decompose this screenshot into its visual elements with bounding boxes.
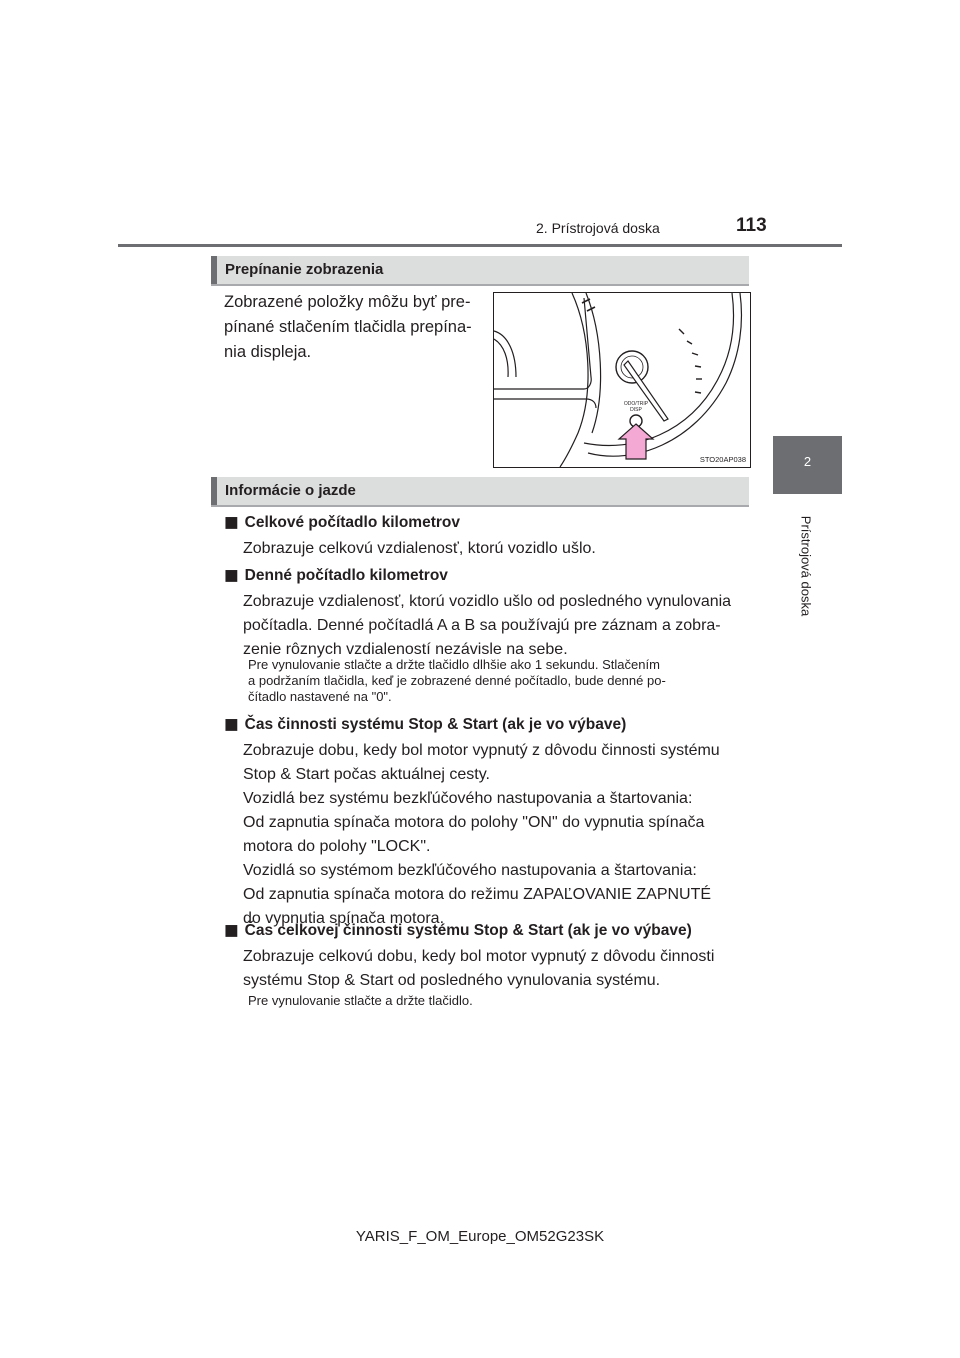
odo-trip-label: ODO/TRIP [623, 401, 649, 407]
body-line: Od zapnutia spínača motora do polohy "ON" do vypnutia spínača [243, 814, 705, 831]
body-line: Od zapnutia spínača motora do režimu ZAPAĽOVANIE ZAPNUTÉ [243, 886, 712, 903]
body-line: Stop & Start počas aktuálnej cesty. [243, 766, 490, 783]
bullet-square-icon: ■ [224, 715, 239, 733]
disp-label: DISP [630, 407, 642, 413]
note-line: Pre vynulovanie stlačte a držte tlačidlo. [248, 993, 473, 1008]
item-body [243, 537, 743, 561]
intro-line: pínané stlačením tlačidla prepína- [224, 318, 472, 336]
body-line: Zobrazuje dobu, kedy bol motor vypnutý z dôvodu činnosti systému [243, 742, 720, 759]
body-line: do vypnutia spínača motora. [243, 910, 445, 927]
chapter-tab [773, 436, 842, 494]
intro-line: Zobrazené položky môžu byť pre- [224, 293, 471, 311]
body-line: motora do polohy "LOCK". [243, 838, 431, 855]
pointer-arrow-icon [619, 424, 653, 459]
item-heading-total-stop-start-time [224, 921, 692, 940]
note-line: čítadlo nastavené na "0". [248, 689, 392, 704]
chapter-label: Prístrojová doska [798, 515, 814, 617]
tick-marks [679, 329, 702, 393]
section-heading-display-switching [211, 256, 749, 286]
instrument-cluster-illustration [494, 293, 750, 467]
item-note [248, 993, 743, 1009]
item-heading-total-odometer [224, 513, 460, 532]
section-marker [211, 477, 217, 505]
item-heading-text: Denné počítadlo kilometrov [244, 567, 448, 584]
intro-line: nia displeja. [224, 343, 312, 361]
bullet-square-icon: ■ [224, 921, 239, 939]
item-heading-text: Čas činnosti systému Stop & Start (ak je vo výbave) [244, 716, 627, 733]
header-section-title: 2. Prístrojová doska [536, 220, 660, 236]
item-heading-stop-start-time [224, 715, 626, 734]
section-title: Prepínanie zobrazenia [225, 261, 384, 278]
item-note [248, 657, 743, 705]
body-line: systému Stop & Start od posledného vynulovania systému. [243, 972, 661, 989]
item-heading-text: Čas celkovej činnosti systému Stop & Start (ak je vo výbave) [244, 922, 692, 939]
body-line: Zobrazuje celkovú vzdialenosť, ktorú vozidlo ušlo. [243, 540, 596, 557]
body-line: počítadla. Denné počítadlá A a B sa používajú pre záznam a zobra- [243, 617, 721, 634]
body-line: Zobrazuje vzdialenosť, ktorú vozidlo ušlo od posledného vynulovania [243, 593, 732, 610]
bullet-square-icon: ■ [224, 513, 239, 531]
center-gauge-rim [560, 293, 588, 467]
intro-paragraph [224, 290, 476, 365]
item-heading-text: Celkové počítadlo kilometrov [244, 514, 460, 531]
note-line: Pre vynulovanie stlačte a držte tlačidlo dlhšie ako 1 sekundu. Stlačením [248, 657, 660, 672]
item-body [243, 945, 743, 993]
body-line: Zobrazuje celkovú dobu, kedy bol motor vypnutý z dôvodu činnosti [243, 948, 715, 965]
section-heading-trip-information [211, 477, 749, 507]
figure-code: STO20AP038 [699, 455, 746, 464]
section-marker [211, 256, 217, 284]
item-body [243, 739, 743, 931]
header-rule [118, 244, 842, 247]
body-line: Vozidlá so systémom bezkľúčového nastupovania a štartovania: [243, 862, 697, 879]
right-gauge-rim [588, 293, 741, 456]
item-body [243, 590, 743, 662]
item-heading-trip-meter [224, 566, 448, 585]
footer-document-id: YARIS_F_OM_Europe_OM52G23SK [355, 1228, 605, 1245]
section-title: Informácie o jazde [225, 482, 356, 499]
chapter-number: 2 [803, 454, 812, 469]
page-number: 113 [736, 215, 767, 236]
body-line: Vozidlá bez systému bezkľúčového nastupovania a štartovania: [243, 790, 693, 807]
instrument-cluster-figure [493, 292, 751, 468]
note-line: a podržaním tlačidla, keď je zobrazené denné počítadlo, bude denné po- [248, 673, 666, 688]
body-line: zenie rôznych vzdialeností nezávisle na sebe. [243, 641, 568, 658]
bullet-square-icon: ■ [224, 566, 239, 584]
